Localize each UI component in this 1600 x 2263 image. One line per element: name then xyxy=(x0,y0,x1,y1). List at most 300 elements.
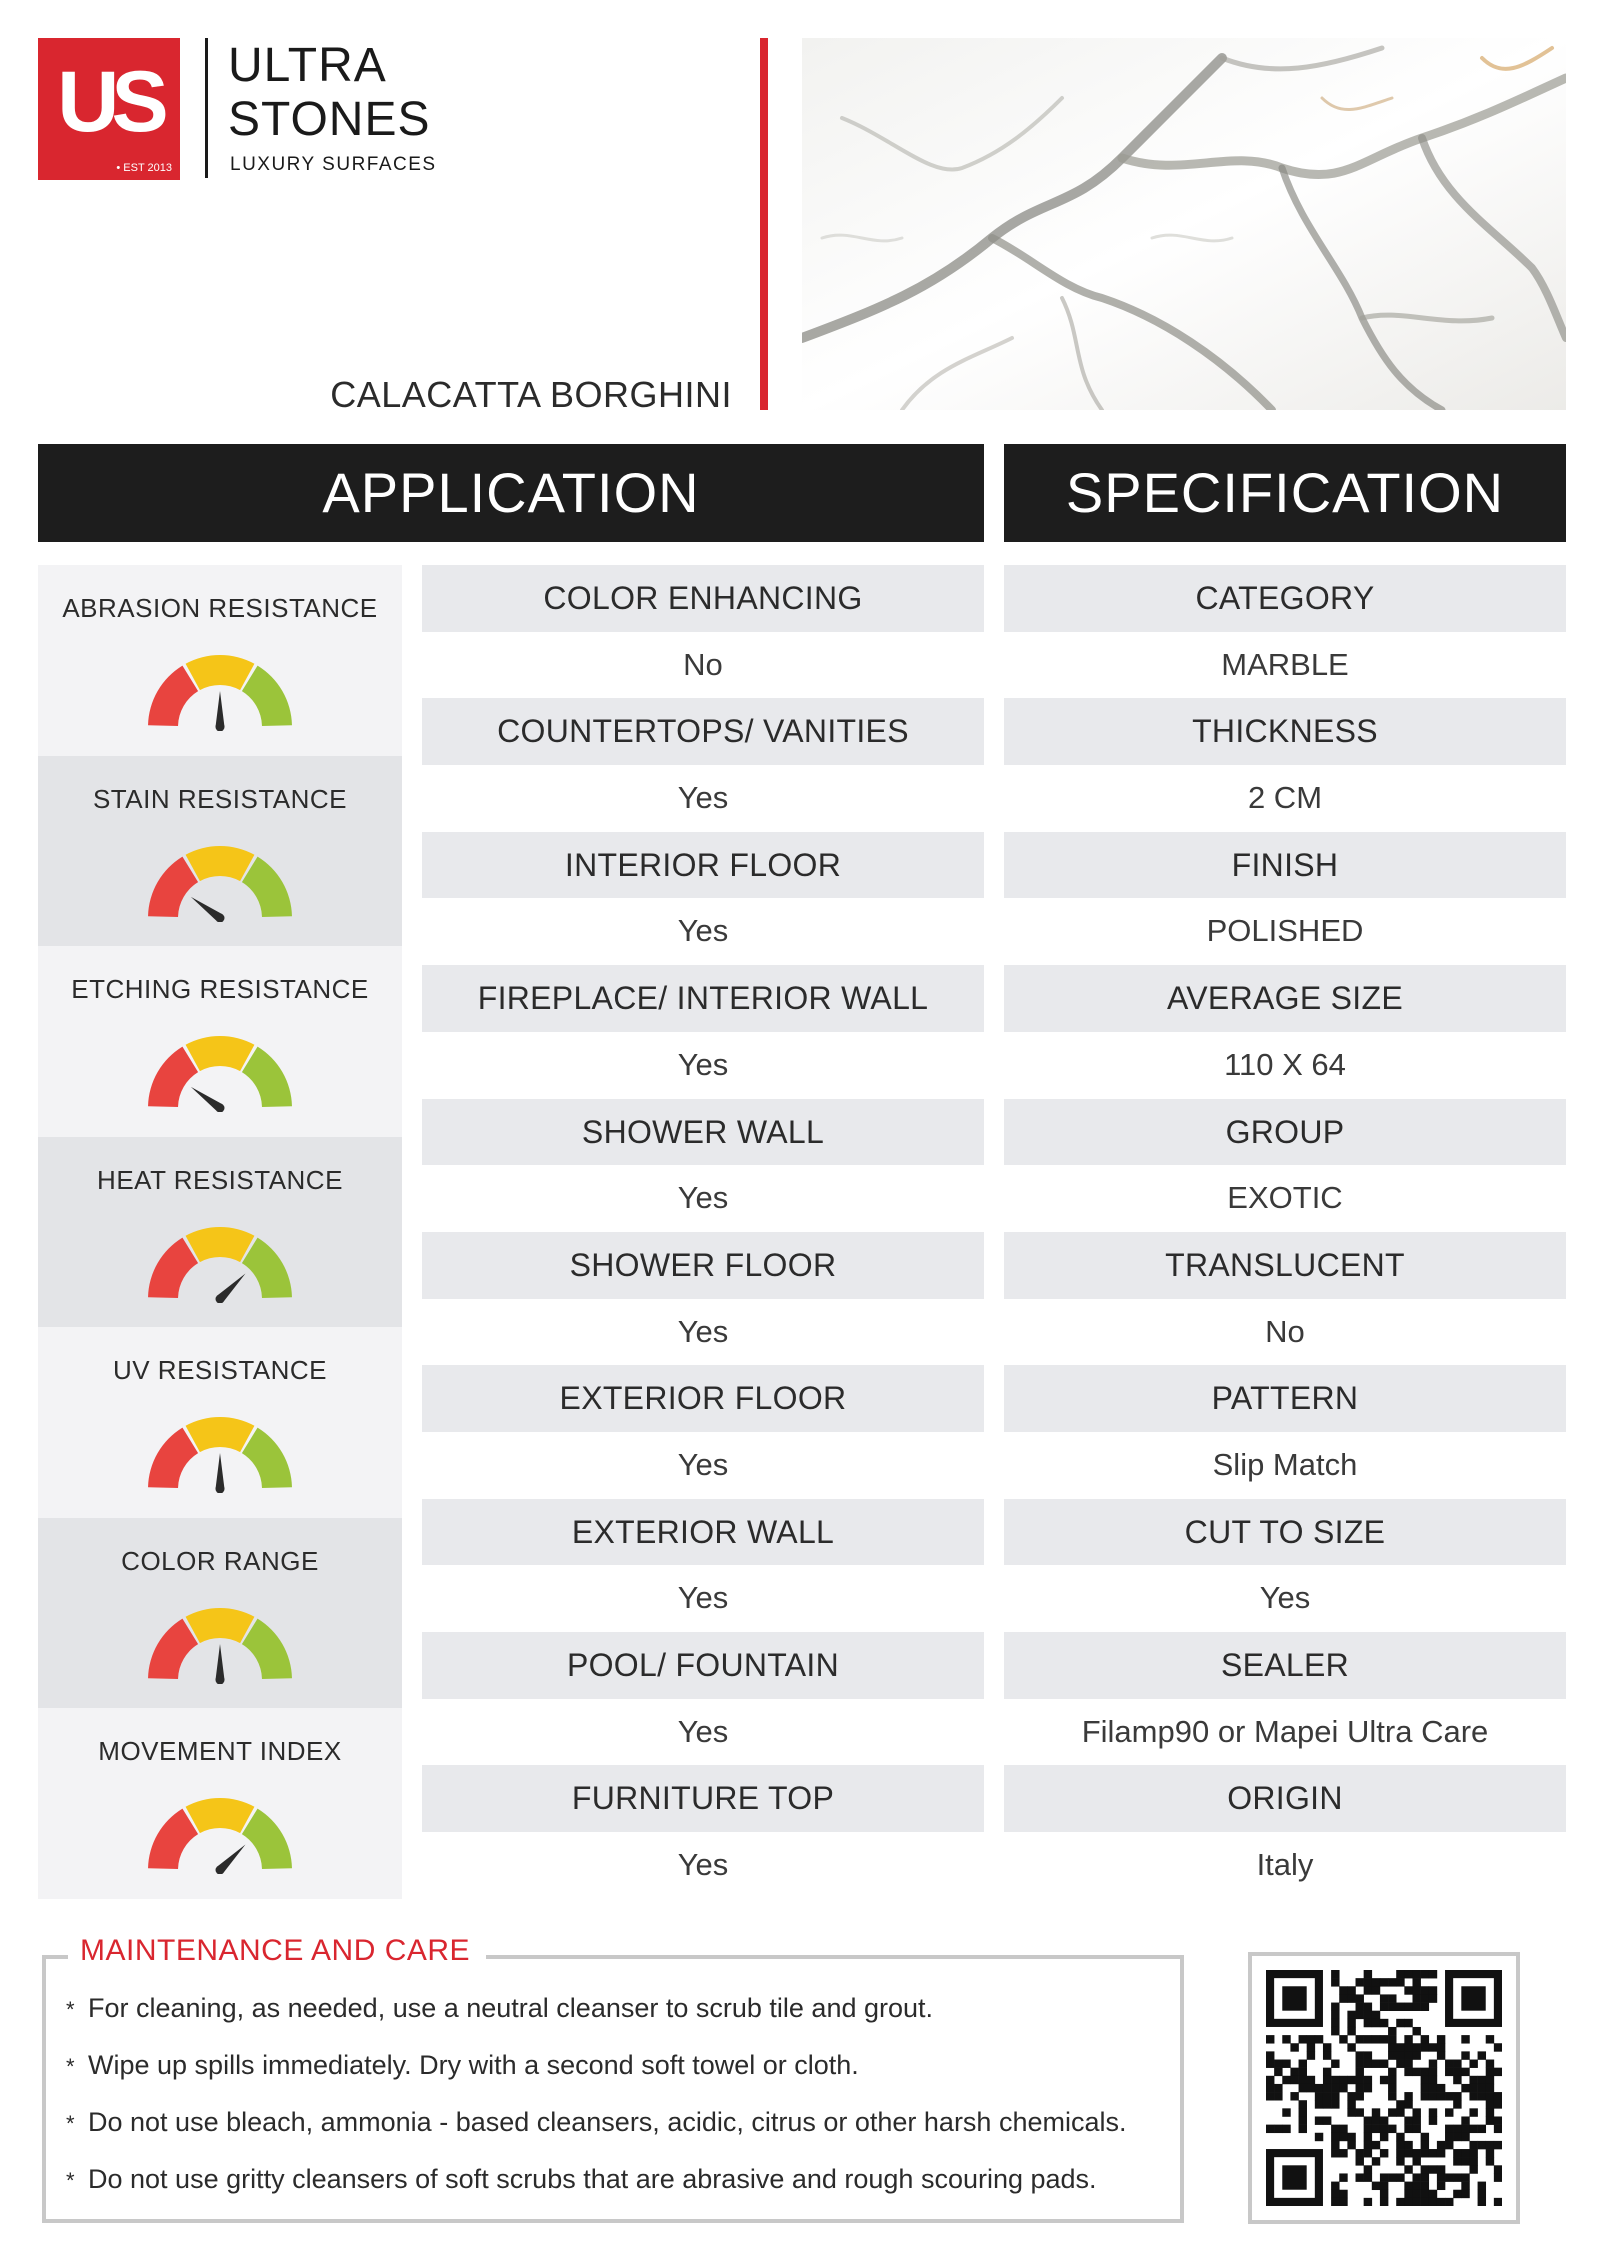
qr-module xyxy=(1388,2125,1396,2133)
qr-module xyxy=(1396,2149,1404,2157)
resistance-label: STAIN RESISTANCE xyxy=(92,783,348,814)
qr-module xyxy=(1421,2003,1429,2011)
qr-module xyxy=(1364,2173,1372,2181)
qr-module xyxy=(1445,2068,1453,2076)
qr-module xyxy=(1372,2060,1380,2068)
qr-module xyxy=(1412,2157,1420,2165)
qr-module xyxy=(1494,2092,1502,2100)
qr-module xyxy=(1347,1986,1355,1994)
qr-module xyxy=(1380,2060,1388,2068)
qr-module xyxy=(1347,2100,1355,2108)
qr-module xyxy=(1461,2182,1469,2190)
qr-module xyxy=(1266,2125,1274,2133)
accent-bar xyxy=(760,38,768,410)
qr-module xyxy=(1478,2084,1486,2092)
qr-module xyxy=(1347,2019,1355,2027)
specification-value: POLISHED xyxy=(1004,898,1566,965)
qr-module xyxy=(1437,2043,1445,2051)
qr-finder-center xyxy=(1282,2165,1306,2189)
qr-module xyxy=(1494,2100,1502,2108)
qr-module xyxy=(1331,2133,1339,2141)
qr-module xyxy=(1486,2100,1494,2108)
qr-module xyxy=(1299,2100,1307,2108)
qr-module xyxy=(1445,2198,1453,2206)
application-table xyxy=(422,565,984,1899)
qr-module xyxy=(1323,2116,1331,2124)
application-label: SHOWER FLOOR xyxy=(422,1232,984,1299)
qr-module xyxy=(1323,2068,1331,2076)
qr-module xyxy=(1478,2092,1486,2100)
specification-value: No xyxy=(1004,1299,1566,1366)
qr-module xyxy=(1331,2100,1339,2108)
qr-module xyxy=(1396,2060,1404,2068)
application-value: Yes xyxy=(422,1299,984,1366)
qr-module xyxy=(1421,1994,1429,2002)
qr-module xyxy=(1315,2116,1323,2124)
application-label: POOL/ FOUNTAIN xyxy=(422,1632,984,1699)
qr-module xyxy=(1331,2182,1339,2190)
qr-code[interactable] xyxy=(1248,1952,1520,2224)
qr-module xyxy=(1299,2084,1307,2092)
maintenance-text: Wipe up spills immediately. Dry with a second soft towel or cloth. xyxy=(88,2050,859,2080)
qr-module xyxy=(1307,2076,1315,2084)
qr-module xyxy=(1364,1986,1372,1994)
qr-module xyxy=(1494,2125,1502,2133)
qr-module xyxy=(1437,2141,1445,2149)
qr-module xyxy=(1331,2149,1339,2157)
gauge-yellow-segment xyxy=(186,846,255,881)
brand-logo xyxy=(38,38,180,180)
qr-module xyxy=(1396,2157,1404,2165)
qr-module xyxy=(1323,2092,1331,2100)
qr-module xyxy=(1404,2100,1412,2108)
application-label: SHOWER WALL xyxy=(422,1099,984,1166)
qr-module xyxy=(1347,2141,1355,2149)
qr-module xyxy=(1429,2190,1437,2198)
gauge-green-segment xyxy=(242,1237,292,1297)
qr-module xyxy=(1445,2108,1453,2116)
qr-module xyxy=(1453,2060,1461,2068)
qr-module xyxy=(1429,2068,1437,2076)
qr-module xyxy=(1266,2051,1274,2059)
qr-module xyxy=(1282,2060,1290,2068)
qr-module xyxy=(1421,1970,1429,1978)
qr-module xyxy=(1331,2019,1339,2027)
qr-module xyxy=(1404,2092,1412,2100)
qr-module xyxy=(1315,2035,1323,2043)
qr-module xyxy=(1356,2084,1364,2092)
qr-module xyxy=(1339,2076,1347,2084)
qr-module xyxy=(1396,2141,1404,2149)
qr-module xyxy=(1445,2060,1453,2068)
gauge-red-segment xyxy=(148,1618,198,1678)
qr-module xyxy=(1266,2076,1274,2084)
qr-module xyxy=(1494,2116,1502,2124)
qr-module xyxy=(1388,2108,1396,2116)
qr-module xyxy=(1380,2133,1388,2141)
qr-module xyxy=(1356,2076,1364,2084)
gauge-red-segment xyxy=(148,1237,198,1297)
qr-module xyxy=(1421,2035,1429,2043)
application-label: FIREPLACE/ INTERIOR WALL xyxy=(422,965,984,1032)
qr-module xyxy=(1404,1970,1412,1978)
specification-label: FINISH xyxy=(1004,832,1566,899)
qr-module xyxy=(1421,2068,1429,2076)
qr-module xyxy=(1364,2051,1372,2059)
qr-module xyxy=(1372,1986,1380,1994)
resistance-item xyxy=(38,946,402,1137)
qr-module xyxy=(1380,2035,1388,2043)
qr-module xyxy=(1356,1994,1364,2002)
qr-module xyxy=(1412,2190,1420,2198)
gauge-icon xyxy=(145,842,295,922)
qr-module xyxy=(1412,2116,1420,2124)
qr-module xyxy=(1429,2092,1437,2100)
qr-module xyxy=(1331,2003,1339,2011)
qr-module xyxy=(1372,2116,1380,2124)
qr-module xyxy=(1339,2173,1347,2181)
specification-label: AVERAGE SIZE xyxy=(1004,965,1566,1032)
qr-module xyxy=(1266,2092,1274,2100)
qr-module xyxy=(1347,2043,1355,2051)
qr-module xyxy=(1429,2084,1437,2092)
qr-module xyxy=(1347,1994,1355,2002)
gauge-icon xyxy=(145,1794,295,1874)
gauge-yellow-segment xyxy=(186,1798,255,1833)
qr-module xyxy=(1486,2060,1494,2068)
resistance-label: ABRASION RESISTANCE xyxy=(62,593,378,623)
application-value: Yes xyxy=(422,898,984,965)
qr-module xyxy=(1380,1994,1388,2002)
qr-module xyxy=(1274,2125,1282,2133)
resistance-list xyxy=(38,565,402,1899)
qr-module xyxy=(1364,2149,1372,2157)
qr-module xyxy=(1372,2011,1380,2019)
qr-module xyxy=(1469,2092,1477,2100)
qr-module xyxy=(1331,2092,1339,2100)
gauge-yellow-segment xyxy=(186,1608,255,1643)
qr-module xyxy=(1421,2198,1429,2206)
qr-module xyxy=(1412,2182,1420,2190)
qr-module xyxy=(1372,2182,1380,2190)
qr-module xyxy=(1396,1978,1404,1986)
qr-module xyxy=(1421,2084,1429,2092)
gauge-red-segment xyxy=(148,1428,198,1488)
qr-module xyxy=(1421,2043,1429,2051)
qr-module xyxy=(1266,2084,1274,2092)
qr-module xyxy=(1486,2149,1494,2157)
qr-module xyxy=(1421,2182,1429,2190)
qr-module xyxy=(1331,2141,1339,2149)
qr-module xyxy=(1469,2125,1477,2133)
qr-module xyxy=(1339,2084,1347,2092)
qr-module xyxy=(1323,2043,1331,2051)
marble-slab-image xyxy=(802,38,1566,410)
gauge-red-segment xyxy=(148,666,198,726)
logo-est: • EST 2013 xyxy=(116,162,172,174)
qr-module xyxy=(1453,2173,1461,2181)
brand-name-line1: ULTRA xyxy=(228,39,387,92)
resistance-item xyxy=(38,1708,402,1899)
qr-module xyxy=(1315,2133,1323,2141)
qr-module xyxy=(1388,2043,1396,2051)
qr-module xyxy=(1445,2133,1453,2141)
bullet-icon: * xyxy=(66,2111,75,2136)
qr-module xyxy=(1429,2198,1437,2206)
qr-module xyxy=(1339,2149,1347,2157)
qr-module xyxy=(1347,2011,1355,2019)
qr-module xyxy=(1396,2173,1404,2181)
resistance-label: HEAT RESISTANCE xyxy=(97,1164,343,1195)
qr-module xyxy=(1347,2092,1355,2100)
maintenance-list xyxy=(66,1988,1176,2216)
qr-module xyxy=(1356,2003,1364,2011)
qr-module xyxy=(1461,2173,1469,2181)
qr-module xyxy=(1453,2157,1461,2165)
qr-module xyxy=(1412,2051,1420,2059)
qr-module xyxy=(1494,2141,1502,2149)
qr-module xyxy=(1486,2068,1494,2076)
specification-label: CUT TO SIZE xyxy=(1004,1499,1566,1566)
qr-module xyxy=(1404,2190,1412,2198)
qr-module xyxy=(1404,2116,1412,2124)
qr-module xyxy=(1331,2027,1339,2035)
qr-module xyxy=(1380,2182,1388,2190)
qr-module xyxy=(1404,2003,1412,2011)
gauge-icon xyxy=(145,1032,295,1112)
application-value: Yes xyxy=(422,1565,984,1632)
qr-module xyxy=(1453,2190,1461,2198)
qr-module xyxy=(1478,2190,1486,2198)
specification-value: MARBLE xyxy=(1004,632,1566,699)
qr-module xyxy=(1421,2133,1429,2141)
qr-module xyxy=(1323,2084,1331,2092)
qr-module xyxy=(1388,2051,1396,2059)
qr-module xyxy=(1274,2068,1282,2076)
qr-module xyxy=(1421,2076,1429,2084)
gauge-icon xyxy=(145,1604,295,1684)
qr-module xyxy=(1347,2133,1355,2141)
qr-module xyxy=(1461,2157,1469,2165)
qr-module xyxy=(1356,1978,1364,1986)
qr-module xyxy=(1339,2035,1347,2043)
qr-module xyxy=(1404,2141,1412,2149)
maintenance-item xyxy=(66,2102,1176,2159)
application-label: FURNITURE TOP xyxy=(422,1765,984,1832)
qr-module xyxy=(1331,2084,1339,2092)
specification-header: SPECIFICATION xyxy=(1004,444,1566,542)
qr-module xyxy=(1469,2149,1477,2157)
bullet-icon: * xyxy=(66,1997,75,2022)
qr-module xyxy=(1453,2100,1461,2108)
qr-module xyxy=(1339,1986,1347,1994)
gauge-red-segment xyxy=(148,856,198,916)
qr-module xyxy=(1461,2116,1469,2124)
qr-module xyxy=(1282,2125,1290,2133)
qr-module xyxy=(1486,2108,1494,2116)
qr-finder-center xyxy=(1461,1986,1485,2010)
qr-module xyxy=(1404,2043,1412,2051)
qr-module xyxy=(1282,2108,1290,2116)
gauge-icon xyxy=(145,651,295,731)
qr-module xyxy=(1274,2060,1282,2068)
resistance-item xyxy=(38,756,402,947)
qr-module xyxy=(1453,2133,1461,2141)
qr-module xyxy=(1323,2100,1331,2108)
qr-module xyxy=(1445,2092,1453,2100)
qr-module xyxy=(1412,1986,1420,1994)
specification-label: CATEGORY xyxy=(1004,565,1566,632)
qr-module xyxy=(1299,2108,1307,2116)
qr-module xyxy=(1364,2060,1372,2068)
gauge-yellow-segment xyxy=(186,1227,255,1262)
logo-divider xyxy=(205,38,208,178)
qr-module xyxy=(1461,2068,1469,2076)
qr-module xyxy=(1388,2027,1396,2035)
qr-module xyxy=(1486,2141,1494,2149)
qr-module xyxy=(1421,2092,1429,2100)
qr-module xyxy=(1380,2149,1388,2157)
gauge-needle xyxy=(216,691,225,727)
qr-module xyxy=(1266,2060,1274,2068)
qr-module xyxy=(1380,2003,1388,2011)
qr-module xyxy=(1396,2108,1404,2116)
qr-module xyxy=(1404,1986,1412,1994)
application-label: COLOR ENHANCING xyxy=(422,565,984,632)
qr-module xyxy=(1396,2100,1404,2108)
qr-module xyxy=(1364,2165,1372,2173)
qr-module xyxy=(1282,2035,1290,2043)
qr-module xyxy=(1461,2190,1469,2198)
qr-module xyxy=(1494,2198,1502,2206)
gauge-yellow-segment xyxy=(186,655,255,690)
qr-module xyxy=(1421,2149,1429,2157)
qr-module xyxy=(1478,2076,1486,2084)
maintenance-item xyxy=(66,1988,1176,2045)
qr-module xyxy=(1461,2149,1469,2157)
qr-module xyxy=(1421,2165,1429,2173)
qr-module xyxy=(1307,2051,1315,2059)
qr-module xyxy=(1486,2076,1494,2084)
qr-module xyxy=(1372,2108,1380,2116)
qr-module xyxy=(1315,2100,1323,2108)
qr-module xyxy=(1469,2076,1477,2084)
qr-module xyxy=(1453,2149,1461,2157)
qr-module xyxy=(1274,2084,1282,2092)
qr-module xyxy=(1372,2141,1380,2149)
qr-module xyxy=(1372,2019,1380,2027)
qr-module xyxy=(1299,2076,1307,2084)
qr-module xyxy=(1356,2035,1364,2043)
qr-module xyxy=(1429,2165,1437,2173)
qr-module xyxy=(1396,2043,1404,2051)
qr-module xyxy=(1453,2125,1461,2133)
qr-module xyxy=(1388,2076,1396,2084)
specification-label: SEALER xyxy=(1004,1632,1566,1699)
qr-module xyxy=(1404,2035,1412,2043)
application-value: Yes xyxy=(422,1165,984,1232)
application-header: APPLICATION xyxy=(38,444,984,542)
qr-module xyxy=(1356,2157,1364,2165)
specification-value: 2 CM xyxy=(1004,765,1566,832)
qr-module xyxy=(1494,2043,1502,2051)
qr-module xyxy=(1478,2141,1486,2149)
qr-module xyxy=(1396,2198,1404,2206)
qr-module xyxy=(1429,2060,1437,2068)
qr-module xyxy=(1364,2198,1372,2206)
logo-monogram: US xyxy=(57,54,161,150)
qr-finder-center xyxy=(1282,1986,1306,2010)
brand-tagline: LUXURY SURFACES xyxy=(230,154,437,175)
qr-module xyxy=(1421,2173,1429,2181)
qr-module xyxy=(1364,2003,1372,2011)
qr-module xyxy=(1356,2092,1364,2100)
qr-module xyxy=(1299,2060,1307,2068)
qr-module xyxy=(1380,1978,1388,1986)
qr-module xyxy=(1299,2116,1307,2124)
qr-module xyxy=(1356,2011,1364,2019)
gauge-icon xyxy=(145,1223,295,1303)
application-value: Yes xyxy=(422,1032,984,1099)
application-value: Yes xyxy=(422,1432,984,1499)
qr-module xyxy=(1429,2076,1437,2084)
resistance-label: UV RESISTANCE xyxy=(112,1355,328,1385)
specification-table xyxy=(1004,565,1566,1899)
qr-module xyxy=(1307,2035,1315,2043)
qr-module xyxy=(1380,2076,1388,2084)
qr-module xyxy=(1404,2051,1412,2059)
resistance-item xyxy=(38,1137,402,1328)
qr-module xyxy=(1364,2084,1372,2092)
qr-module xyxy=(1356,2060,1364,2068)
qr-module xyxy=(1429,1994,1437,2002)
qr-module xyxy=(1388,1994,1396,2002)
qr-module xyxy=(1315,2092,1323,2100)
qr-module xyxy=(1364,2076,1372,2084)
qr-module xyxy=(1364,1970,1372,1978)
qr-module xyxy=(1307,2043,1315,2051)
qr-module xyxy=(1461,2035,1469,2043)
application-label: COUNTERTOPS/ VANITIES xyxy=(422,698,984,765)
qr-module xyxy=(1412,2068,1420,2076)
maintenance-text: For cleaning, as needed, use a neutral cleanser to scrub tile and grout. xyxy=(88,1993,934,2023)
qr-module xyxy=(1445,2173,1453,2181)
application-label: INTERIOR FLOOR xyxy=(422,832,984,899)
qr-module xyxy=(1364,2011,1372,2019)
qr-module xyxy=(1364,1978,1372,1986)
qr-module xyxy=(1469,2108,1477,2116)
qr-module xyxy=(1396,2003,1404,2011)
resistance-item xyxy=(38,1327,402,1518)
qr-module xyxy=(1388,2068,1396,2076)
qr-module xyxy=(1396,1970,1404,1978)
maintenance-text: Do not use gritty cleansers of soft scrubs that are abrasive and rough scouring pads. xyxy=(88,2164,1097,2194)
specification-label: ORIGIN xyxy=(1004,1765,1566,1832)
specification-value: Yes xyxy=(1004,1565,1566,1632)
qr-module xyxy=(1486,2092,1494,2100)
qr-module xyxy=(1331,2198,1339,2206)
qr-module xyxy=(1331,1970,1339,1978)
resistance-label: MOVEMENT INDEX xyxy=(98,1736,342,1766)
qr-module xyxy=(1380,2190,1388,2198)
application-label: EXTERIOR WALL xyxy=(422,1499,984,1566)
qr-module xyxy=(1453,2068,1461,2076)
qr-module xyxy=(1388,2003,1396,2011)
qr-module xyxy=(1437,2198,1445,2206)
qr-module xyxy=(1396,2051,1404,2059)
qr-module xyxy=(1364,2019,1372,2027)
qr-module xyxy=(1347,2076,1355,2084)
